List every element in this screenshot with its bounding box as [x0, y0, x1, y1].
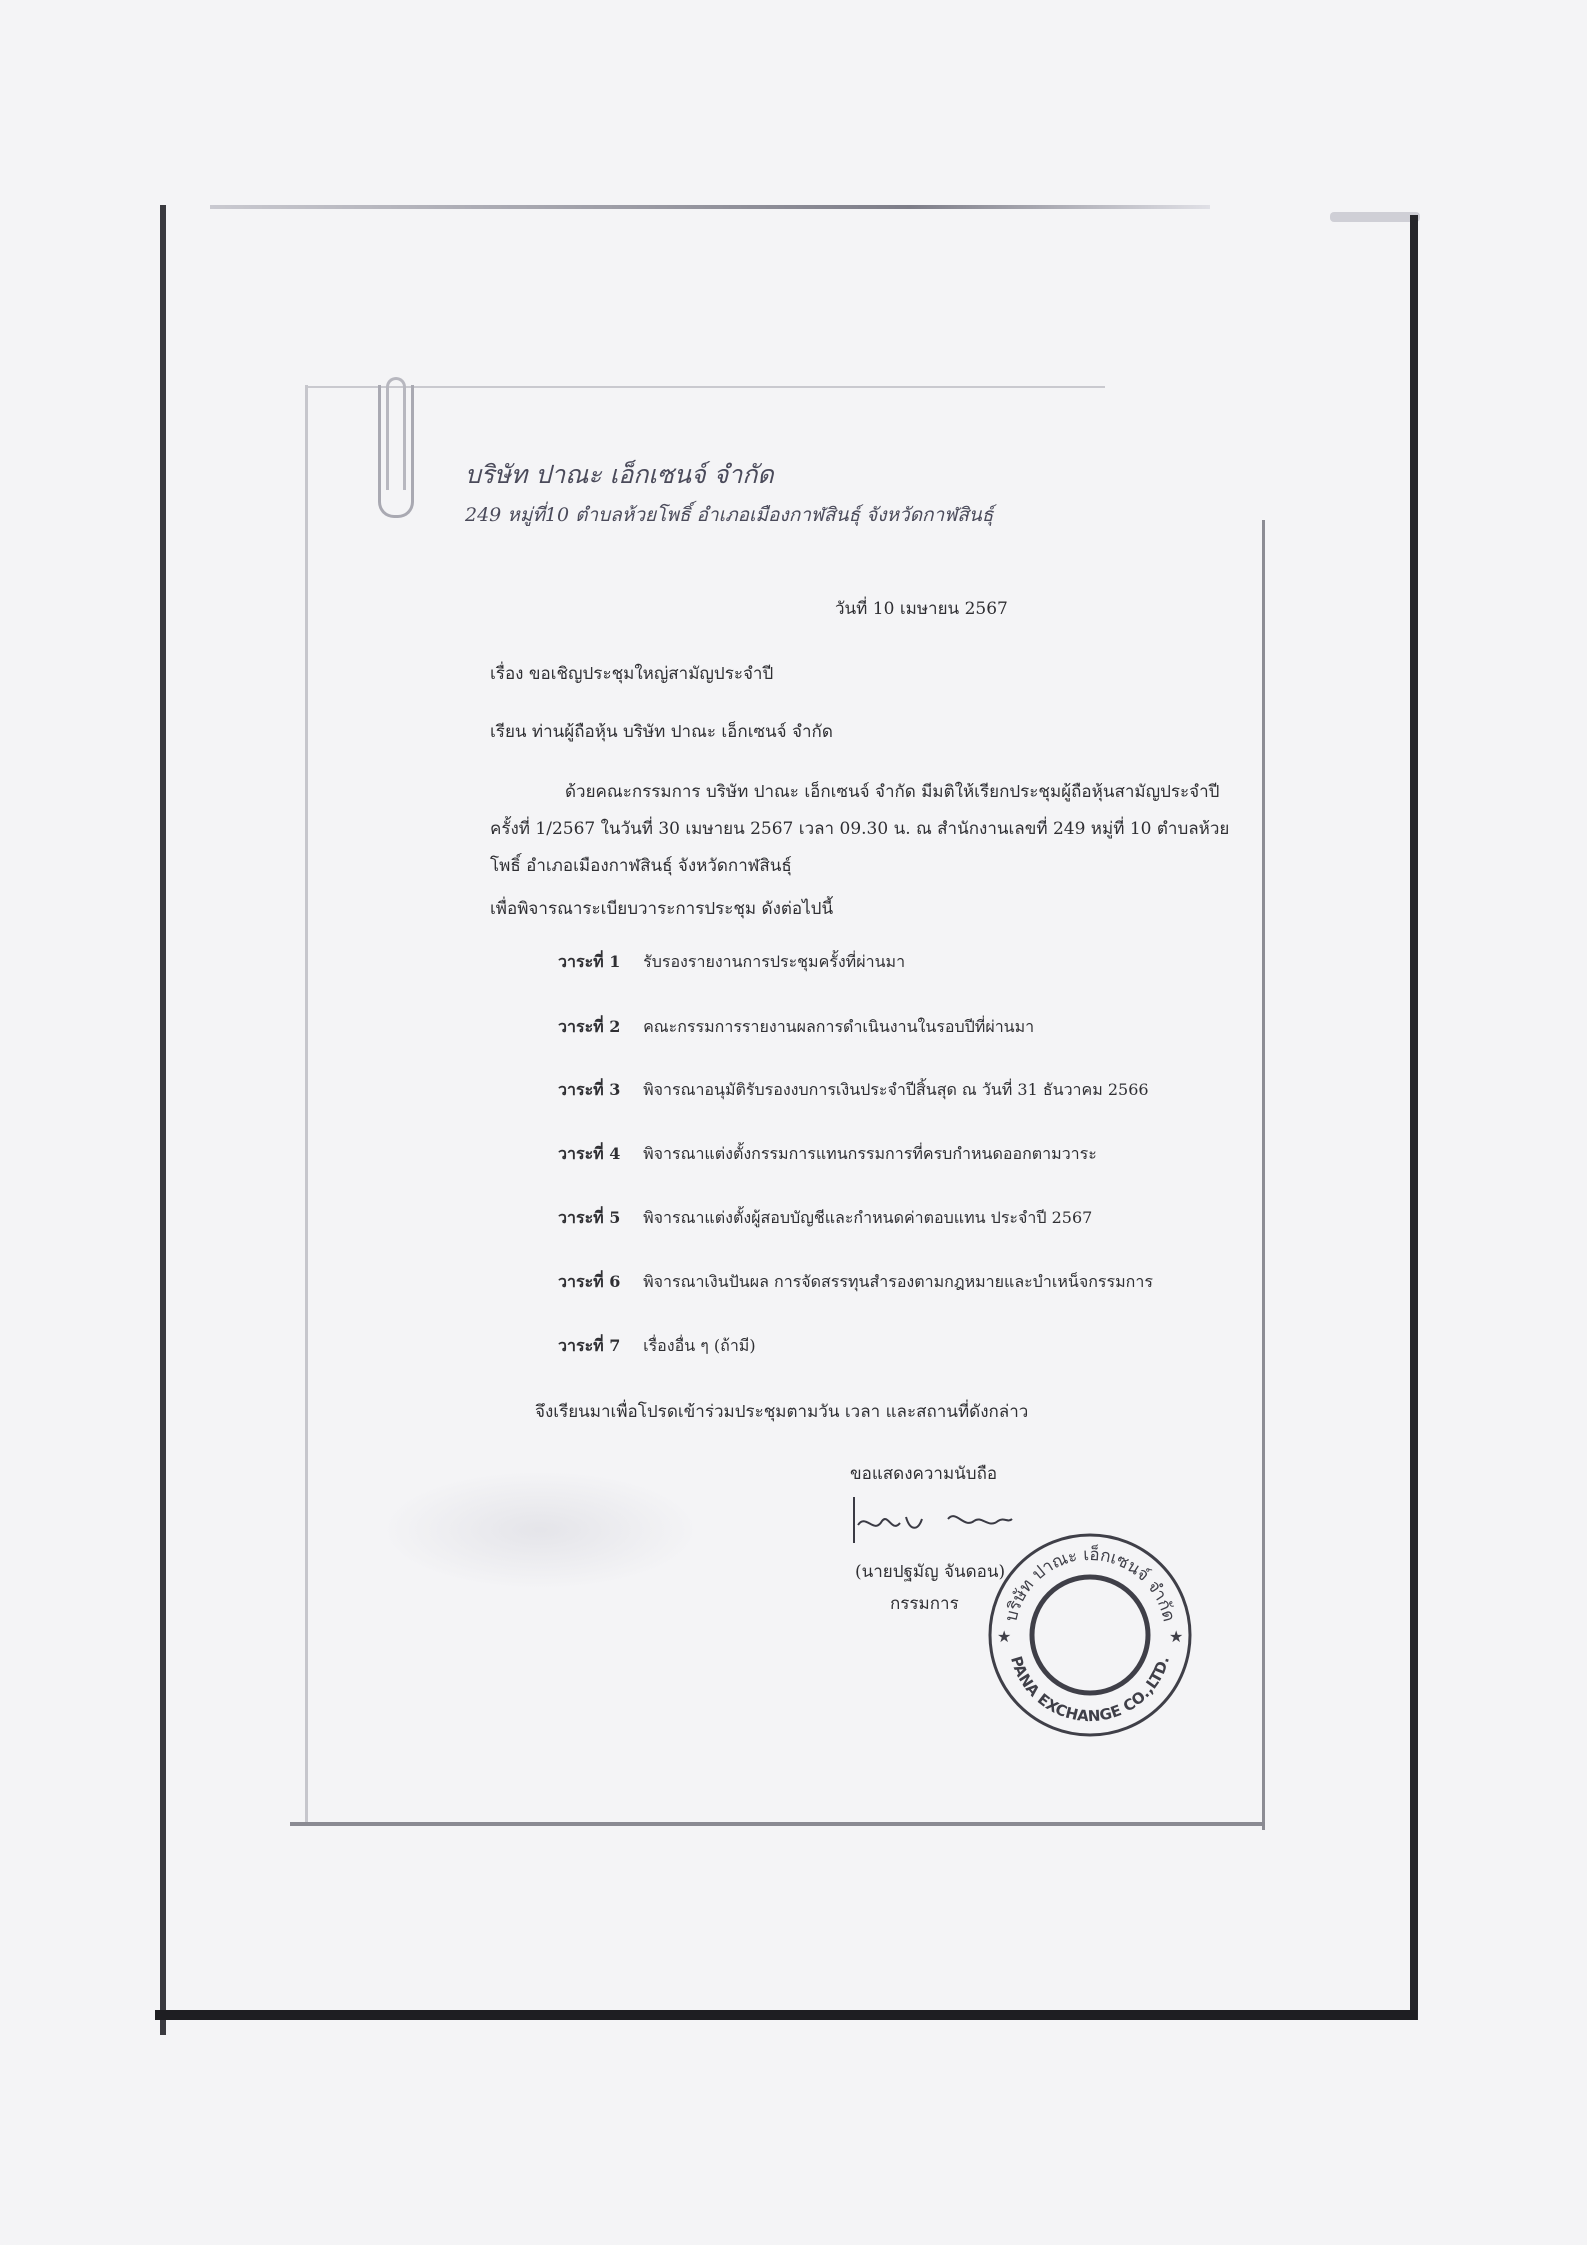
copy-frame-bottom-edge [155, 2010, 1417, 2020]
letter-page-top-edge [305, 386, 1105, 388]
agenda-text: คณะกรรมการรายงานผลการดำเนินงานในรอบปีที่ผ่านมา [643, 1017, 1035, 1036]
agenda-text: เรื่องอื่น ๆ (ถ้ามี) [643, 1336, 756, 1355]
agenda-text: พิจารณาเงินปันผล การจัดสรรทุนสำรองตามกฎหมายและบำเหน็จกรรมการ [643, 1272, 1153, 1291]
agenda-number: วาระที่ 4 [558, 1144, 621, 1163]
copy-frame-right-edge [1410, 215, 1418, 2020]
letter-page-left-edge [305, 385, 308, 1825]
letter-closing: จึงเรียนมาเพื่อโปรดเข้าร่วมประชุมตามวัน เวลา และสถานที่ดังกล่าว [535, 1402, 1029, 1422]
signer-title: กรรมการ [890, 1594, 959, 1614]
agenda-item [558, 1334, 756, 1359]
signer-name: (นายปฐมัญ จันดอน) [855, 1562, 1006, 1582]
agenda-number: วาระที่ 1 [558, 952, 621, 971]
company-seal-stamp [985, 1530, 1195, 1740]
agenda-text: รับรองรายงานการประชุมครั้งที่ผ่านมา [643, 952, 906, 971]
letter-recipient: เรียน ท่านผู้ถือหุ้น บริษัท ปาณะ เอ็กเซนจ์ จำกัด [490, 722, 833, 742]
svg-text:PANA EXCHANGE CO.,LTD.: PANA EXCHANGE CO.,LTD. [1007, 1654, 1173, 1726]
agenda-number: วาระที่ 2 [558, 1017, 621, 1036]
agenda-intro: เพื่อพิจารณาระเบียบวาระการประชุม ดังต่อไปนี้ [490, 899, 834, 919]
agenda-item [558, 1078, 1149, 1103]
copy-smudge [380, 1470, 700, 1590]
agenda-item [558, 1015, 1034, 1040]
agenda-item [558, 1142, 1097, 1167]
copy-frame-left-edge [160, 205, 166, 2035]
agenda-text: พิจารณาแต่งตั้งกรรมการแทนกรรมการที่ครบกำหนดออกตามวาระ [643, 1144, 1097, 1163]
copy-frame-top-edge [210, 205, 1210, 209]
letter-page-right-edge [1262, 520, 1265, 1830]
letter-date: วันที่ 10 เมษายน 2567 [835, 599, 1008, 619]
agenda-number: วาระที่ 5 [558, 1208, 621, 1227]
agenda-item [558, 950, 905, 975]
letter-body-line: โพธิ์ อำเภอเมืองกาฬสินธุ์ จังหวัดกาฬสินธุ์ [490, 856, 792, 876]
letter-body-line: ด้วยคณะกรรมการ บริษัท ปาณะ เอ็กเซนจ์ จำกัด มีมติให้เรียกประชุมผู้ถือหุ้นสามัญประจำปี [565, 782, 1220, 802]
letter-body-line: ครั้งที่ 1/2567 ในวันที่ 30 เมษายน 2567 เวลา 09.30 น. ณ สำนักงานเลขที่ 249 หมู่ที่ 10 ตำบลห้วย [490, 819, 1230, 839]
svg-text:บริษัท ปาณะ เอ็กเซนจ์ จำกัด: บริษัท ปาณะ เอ็กเซนจ์ จำกัด [1001, 1544, 1179, 1624]
paperclip-icon [378, 385, 414, 518]
letter-subject: เรื่อง ขอเชิญประชุมใหญ่สามัญประจำปี [490, 664, 774, 684]
agenda-number: วาระที่ 6 [558, 1272, 621, 1291]
letterhead-company-name: บริษัท ปาณะ เอ็กเซนจ์ จำกัด [465, 460, 774, 489]
agenda-item [558, 1206, 1092, 1231]
svg-text:★: ★ [1169, 1627, 1184, 1646]
copy-frame-top-right-edge [1330, 212, 1420, 222]
agenda-text: พิจารณาแต่งตั้งผู้สอบบัญชีและกำหนดค่าตอบแทน ประจำปี 2567 [643, 1208, 1093, 1227]
agenda-number: วาระที่ 7 [558, 1336, 621, 1355]
svg-text:★: ★ [997, 1627, 1012, 1646]
letter-page-bottom-edge [290, 1822, 1265, 1826]
agenda-number: วาระที่ 3 [558, 1080, 621, 1099]
letter-regards: ขอแสดงความนับถือ [850, 1464, 998, 1484]
agenda-item [558, 1270, 1153, 1295]
agenda-text: พิจารณาอนุมัติรับรองงบการเงินประจำปีสิ้นสุด ณ วันที่ 31 ธันวาคม 2566 [643, 1080, 1149, 1099]
letterhead-address: 249 หมู่ที่10 ตำบลห้วยโพธิ์ อำเภอเมืองกาฬสินธุ์ จังหวัดกาฬสินธุ์ [465, 504, 994, 526]
